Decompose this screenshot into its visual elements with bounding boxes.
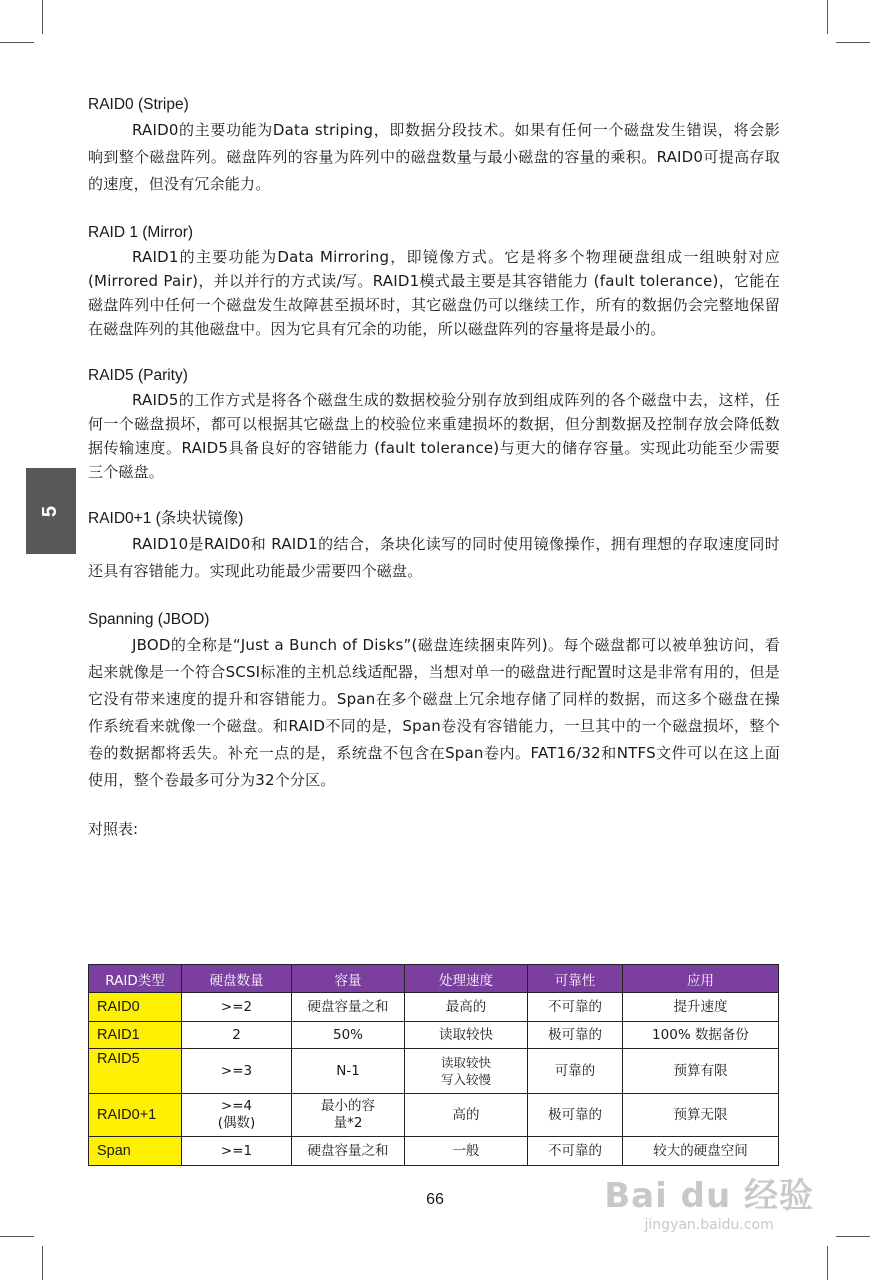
table-cell: >=1 xyxy=(182,1137,292,1166)
watermark-logo: Bai du 经验 xyxy=(604,1176,814,1216)
table-cell: 一般 xyxy=(405,1137,528,1166)
table-cell: >=3 xyxy=(182,1049,292,1094)
table-cell: 100% 数据备份 xyxy=(623,1022,779,1049)
page-number: 66 xyxy=(426,1191,444,1208)
table-cell: 提升速度 xyxy=(623,993,779,1022)
table-cell: 最小的容 量*2 xyxy=(292,1094,405,1137)
table-row xyxy=(89,1049,779,1094)
section-spanning xyxy=(88,609,780,794)
table-row xyxy=(89,1137,779,1166)
crop-mark xyxy=(836,42,870,43)
table-cell: 预算无限 xyxy=(623,1094,779,1137)
table-cell: 高的 xyxy=(405,1094,528,1137)
table-cell: 极可靠的 xyxy=(528,1094,623,1137)
table-cell: 预算有限 xyxy=(623,1049,779,1094)
table-header-cell: RAID类型 xyxy=(89,965,182,993)
section-title: RAID0 (Stripe) xyxy=(88,96,189,113)
watermark-url: jingyan.baidu.com xyxy=(644,1217,774,1233)
page-content xyxy=(88,94,780,840)
table-cell: 50% xyxy=(292,1022,405,1049)
raid-type-cell: RAID5 xyxy=(89,1049,182,1094)
crop-mark xyxy=(42,0,43,34)
table-cell: N-1 xyxy=(292,1049,405,1094)
comparison-label: 对照表: xyxy=(88,820,139,838)
section-body: JBOD的全称是“Just a Bunch of Disks”(磁盘连续捆束阵列)。每个磁盘都可以被单独访问，看起来就像是一个符合SCSI标准的主机总线适配器，当想对单一的磁盘进行配置时这是非常有用的，但是它没有带来速度的提升和容错能力。Span在多个磁盘上冗余地存储了同样的数据，而这多个磁盘在操作系统看来就像一个磁盘。和RAID不同的是，Span卷没有容错能力，一旦其中的一个磁盘损坏，整个卷的数据都将丢失。补充一点的是，系统盘不包含在Span卷内。FAT16/32和NTFS文件可以在这上面使用，整个卷最多可分为32个分区。 xyxy=(88,636,780,789)
watermark xyxy=(604,1176,814,1234)
table-header-cell: 可靠性 xyxy=(528,965,623,993)
section-raid0 xyxy=(88,94,780,198)
table-cell: 读取较快 xyxy=(405,1022,528,1049)
crop-mark xyxy=(827,1246,828,1280)
raid-type-cell: RAID0+1 xyxy=(89,1094,182,1137)
table-header-cell: 处理速度 xyxy=(405,965,528,993)
crop-mark xyxy=(836,1236,870,1237)
section-title: Spanning (JBOD) xyxy=(88,611,210,628)
table-row xyxy=(89,993,779,1022)
table-row xyxy=(89,1022,779,1049)
table-cell: 不可靠的 xyxy=(528,993,623,1022)
chapter-number: 5 xyxy=(39,505,62,517)
table-cell: 较大的硬盘空间 xyxy=(623,1137,779,1166)
section-title: RAID5 (Parity) xyxy=(88,367,188,384)
chapter-tab xyxy=(26,468,76,554)
section-raid1 xyxy=(88,222,780,341)
crop-mark xyxy=(0,1236,34,1237)
crop-mark xyxy=(42,1246,43,1280)
section-body: RAID0的主要功能为Data striping，即数据分段技术。如果有任何一个磁盘发生错误，将会影响到整个磁盘阵列。磁盘阵列的容量为阵列中的磁盘数量与最小磁盘的容量的乘积。RAID0可提高存取的速度，但没有冗余能力。 xyxy=(88,121,780,193)
table-header-cell: 应用 xyxy=(623,965,779,993)
table-cell: >=2 xyxy=(182,993,292,1022)
table-header-cell: 硬盘数量 xyxy=(182,965,292,993)
table-row xyxy=(89,1094,779,1137)
crop-mark xyxy=(827,0,828,34)
table-header-cell: 容量 xyxy=(292,965,405,993)
table-cell: 不可靠的 xyxy=(528,1137,623,1166)
raid-type-cell: RAID0 xyxy=(89,993,182,1022)
table-cell: 读取较快 写入较慢 xyxy=(405,1049,528,1094)
table-cell: 2 xyxy=(182,1022,292,1049)
table-cell: 最高的 xyxy=(405,993,528,1022)
raid-type-cell: Span xyxy=(89,1137,182,1166)
section-title: RAID 1 (Mirror) xyxy=(88,224,194,241)
table-cell: 极可靠的 xyxy=(528,1022,623,1049)
table-cell: >=4 (偶数) xyxy=(182,1094,292,1137)
section-body: RAID10是RAID0和 RAID1的结合，条块化读写的同时使用镜像操作，拥有理想的存取速度同时还具有容错能力。实现此功能最少需要四个磁盘。 xyxy=(88,535,780,580)
raid-comparison-table xyxy=(88,964,779,1166)
table-cell: 可靠的 xyxy=(528,1049,623,1094)
section-raid5 xyxy=(88,365,780,484)
table-cell: 硬盘容量之和 xyxy=(292,1137,405,1166)
raid-type-cell: RAID1 xyxy=(89,1022,182,1049)
section-body: RAID5的工作方式是将各个磁盘生成的数据校验分别存放到组成阵列的各个磁盘中去，这样，任何一个磁盘损坏，都可以根据其它磁盘上的校验位来重建损坏的数据，但分割数据及控制存放会降低数据传输速度。RAID5具备良好的容错能力 (fault tolerance)与更大的储存容量。实现此功能至少需要三个磁盘。 xyxy=(88,391,780,481)
crop-mark xyxy=(0,42,34,43)
table-header-row xyxy=(89,965,779,993)
section-title: RAID0+1 (条块状镜像) xyxy=(88,510,244,527)
table-cell: 硬盘容量之和 xyxy=(292,993,405,1022)
section-raid01 xyxy=(88,508,780,585)
section-body: RAID1的主要功能为Data Mirroring，即镜像方式。它是将多个物理硬盘组成一组映射对应 (Mirrored Pair)，并以并行的方式读/写。RAID1模式最主要是其容错能力 (fault tolerance)，它能在磁盘阵列中任何一个磁盘发生故障甚至损坏时，其它磁盘仍可以继续工作，所有的数据仍会完整地保留在磁盘阵列的其他磁盘中。因为它具有冗余的功能，所以磁盘阵列的容量将是最小的。 xyxy=(88,248,780,338)
